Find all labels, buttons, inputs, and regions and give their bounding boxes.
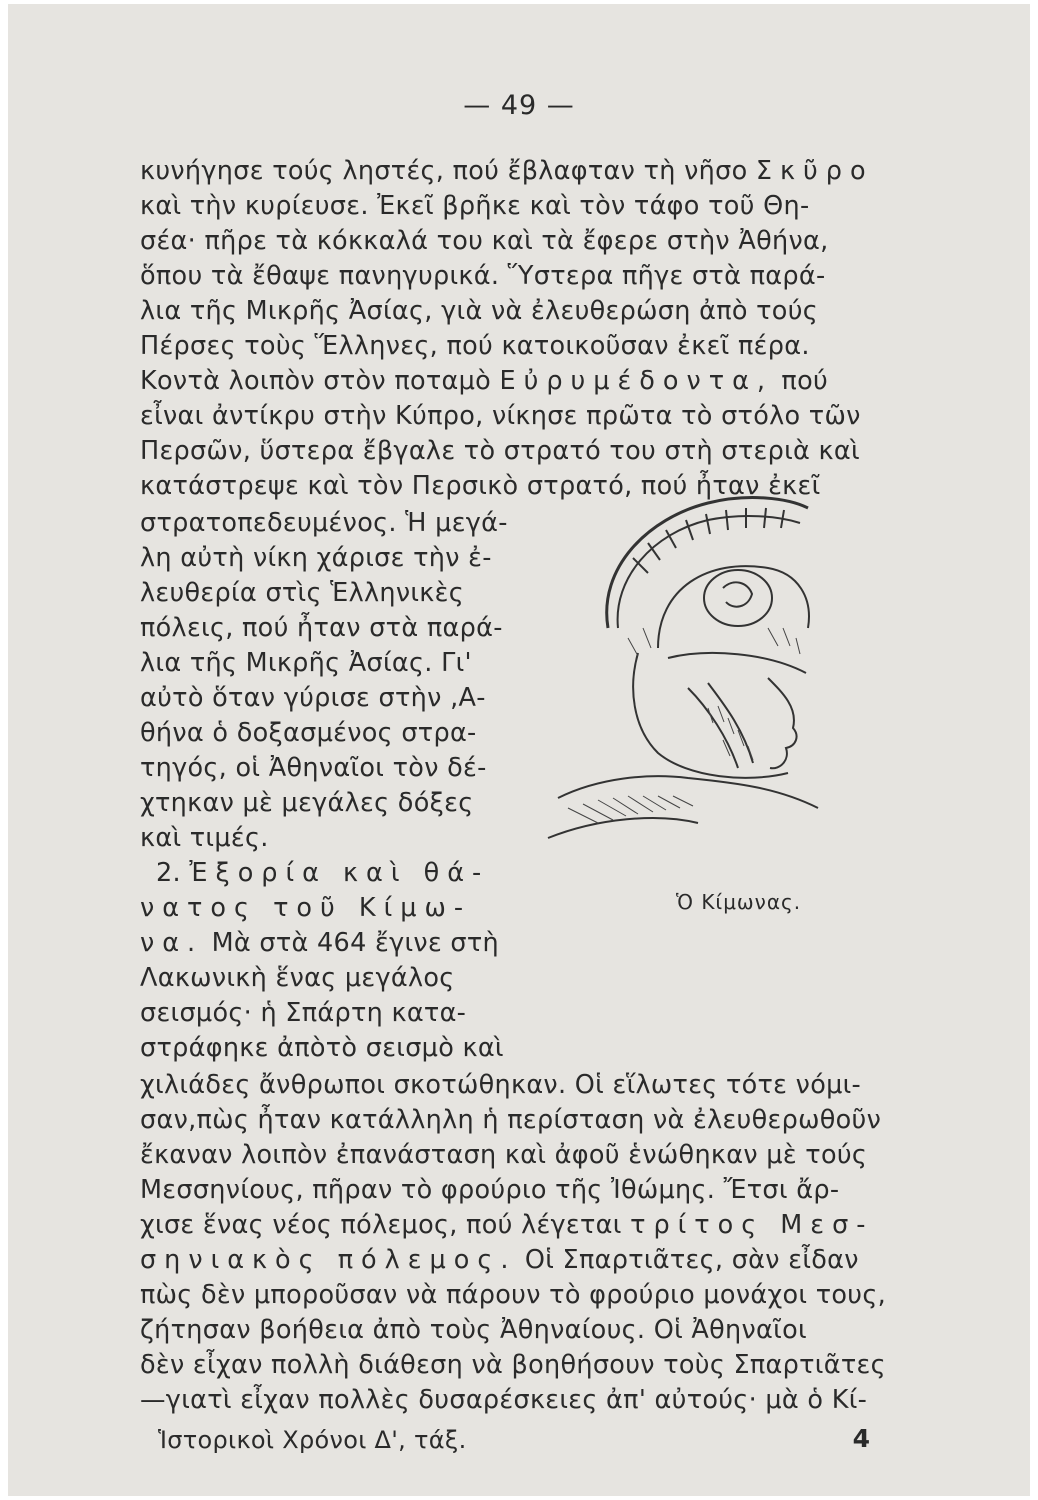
text-line: κατάστρεψε καὶ τὸν Περσικὸ στρατό, πού ἦταν ἐκεῖ (140, 471, 821, 501)
text-line: θήνα ὁ δοξασμένος στρα- (140, 718, 477, 748)
text-line: χιλιάδες ἄνθρωποι σκοτώθηκαν. Οἱ εἵλωτες τότε νόμι- (140, 1070, 862, 1100)
text-line: ὅπου τὰ ἔθαψε πανηγυρικά. Ὕστερα πῆγε στὰ παρά- (140, 261, 826, 291)
text-line: ἔκαναν λοιπὸν ἐπανάσταση καὶ ἀφοῦ ἑνώθηκαν μὲ τούς (140, 1140, 868, 1170)
spaced-word: Σκῦρο (755, 156, 874, 186)
text-line: Περσῶν, ὕστερα ἔβγαλε τὸ στρατό του στὴ στεριὰ καὶ (140, 436, 860, 466)
text-line: στράφηκε ἀπὸτὸ σεισμὸ καὶ (140, 1033, 504, 1063)
text-line: κυνήγησε τούς ληστές, πού ἔβλαφταν τὴ νῆσο Σκῦρο (140, 156, 874, 186)
figure-caption: Ὁ Κίμωνας. (676, 890, 802, 914)
kimon-helmet-illustration (538, 478, 838, 878)
text-line: Λακωνικὴ ἕνας μεγάλος (140, 963, 455, 993)
text-line: πὼς δὲν μποροῦσαν νὰ πάρουν τὸ φρούριο μονάχοι τους, (140, 1280, 887, 1310)
section-heading: 2. Ἐξορία καὶ θά- (156, 858, 490, 888)
text-line: ζήτησαν βοήθεια ἀπὸ τοὺς Ἀθηναίους. Οἱ Ἀθηναῖοι (140, 1315, 807, 1345)
spaced-word: σηνιακὸς πόλεμος. (140, 1245, 517, 1275)
text-line: —γιατὶ εἶχαν πολλὲς δυσαρέσκειες ἀπ' αὐτούς· μὰ ὁ Κί- (140, 1385, 868, 1415)
spaced-word: τρίτος Μεσ- (630, 1210, 874, 1240)
text-line: δὲν εἶχαν πολλὴ διάθεση νὰ βοηθήσουν τοὺς Σπαρτιᾶτες (140, 1350, 886, 1380)
text-line: τηγός, οἱ Ἀθηναῖοι τὸν δέ- (140, 753, 487, 783)
text-line: σηνιακὸς πόλεμος. Οἱ Σπαρτιᾶτες, σὰν εἶδαν (140, 1245, 859, 1275)
text-line: Κοντὰ λοιπὸν στὸν ποταμὸ Εὐρυμέδοντα, πού (140, 366, 829, 396)
text-line: σαν,πὼς ἦταν κατάλληλη ἡ περίσταση νὰ ἐλευθερωθοῦν (140, 1105, 882, 1135)
text-line: να. Μὰ στὰ 464 ἔγινε στὴ (140, 928, 500, 958)
text-line: εἶναι ἀντίκρυ στὴν Κύπρο, νίκησε πρῶτα τὸ στόλο τῶν (140, 401, 861, 431)
text-line: σεισμός· ἡ Σπάρτη κατα- (140, 998, 467, 1028)
text-line: λευθερία στὶς Ἑλληνικὲς (140, 578, 464, 608)
text-line: πόλεις, πού ἦταν στὰ παρά- (140, 613, 503, 643)
text-line: Μεσσηνίους, πῆραν τὸ φρούριο τῆς Ἰθώμης. Ἔτσι ἄρ- (140, 1175, 840, 1205)
spaced-word: Εὐρυμέδοντα, (499, 366, 774, 396)
text-line: λη αὐτὴ νίκη χάρισε τὴν ἐ- (140, 543, 492, 573)
text-line: λια τῆς Μικρῆς Ἀσίας. Γι' (140, 648, 472, 678)
page-number: — 49 — (463, 90, 575, 121)
sheet-number: 4 (852, 1424, 870, 1453)
text-line: χισε ἕνας νέος πόλεμος, πού λέγεται τρίτος Μεσ- (140, 1210, 874, 1240)
text-line: χτηκαν μὲ μεγάλες δόξες (140, 788, 474, 818)
text-line: αὐτὸ ὅταν γύρισε στὴν ,Α- (140, 683, 486, 713)
text-line: στρατοπεδευμένος. Ἡ μεγά- (140, 508, 508, 538)
footer-title: Ἱστορικοὶ Χρόνοι Δ', τάξ. (158, 1426, 467, 1454)
text-line: Πέρσες τοὺς Ἕλληνες, πού κατοικοῦσαν ἐκεῖ πέρα. (140, 331, 810, 361)
book-page (8, 4, 1030, 1496)
text-line: καὶ τὴν κυρίευσε. Ἐκεῖ βρῆκε καὶ τὸν τάφο τοῦ Θη- (140, 191, 810, 221)
text-line: καὶ τιμές. (140, 823, 269, 853)
text-line: λια τῆς Μικρῆς Ἀσίας, γιὰ νὰ ἐλευθερώση ἀπὸ τούς (140, 296, 819, 326)
section-heading: νατος τοῦ Κίμω- (140, 893, 472, 923)
text-line: σέα· πῆρε τὰ κόκκαλά του καὶ τὰ ἔφερε στὴν Ἀθήνα, (140, 226, 829, 256)
